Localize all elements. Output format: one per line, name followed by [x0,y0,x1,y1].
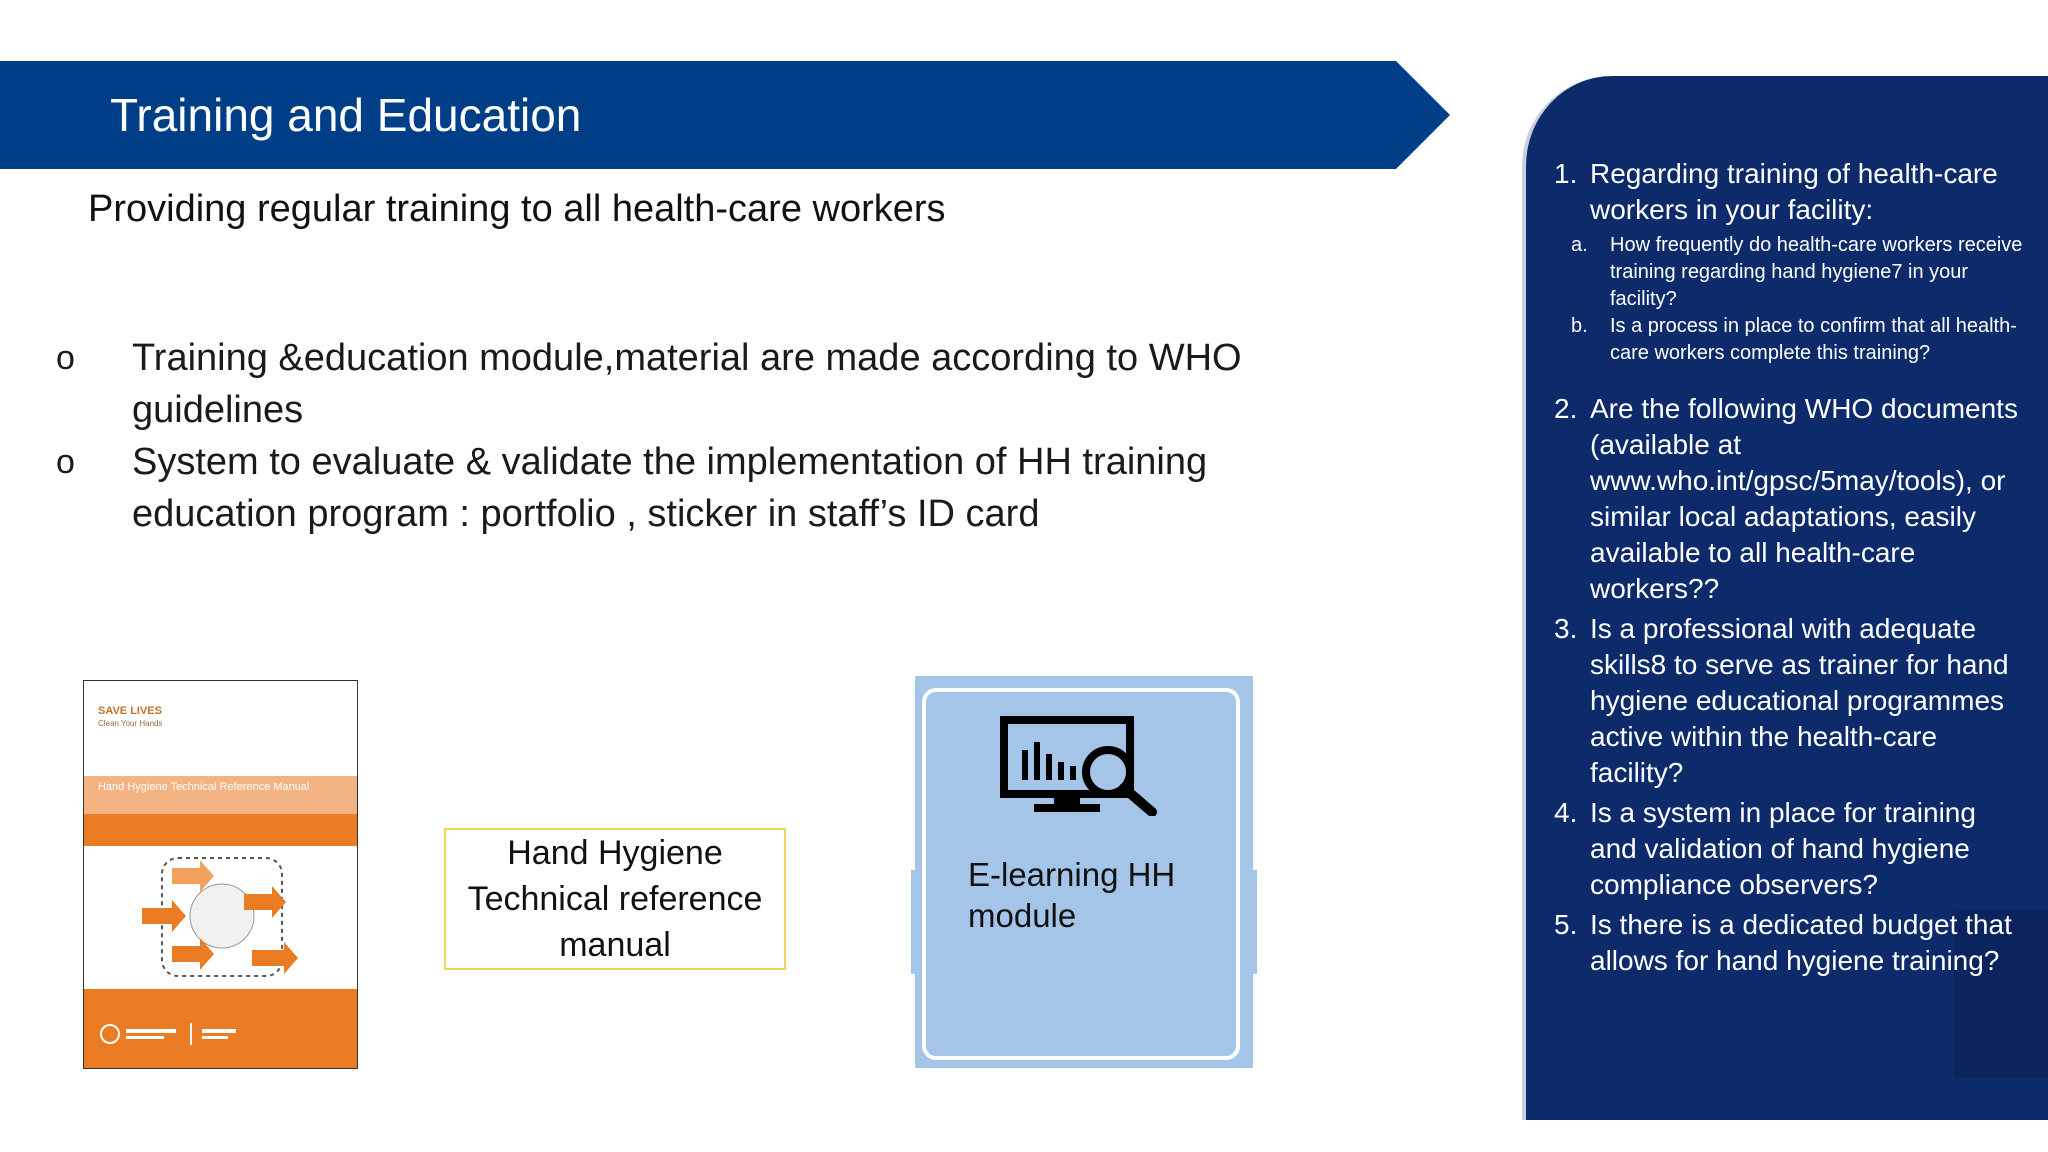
manual-cover-image [83,680,358,1069]
question-item [1554,907,2024,979]
bullet-marker: o [56,339,75,377]
monitor-analytics-icon [1000,716,1160,816]
question-number: 1. [1554,158,1578,189]
question-text: Is there is a dedicated budget that allows for hand hygiene training? [1590,909,2012,976]
question-text: Is a professional with adequate skills8 to serve as trainer for hand hygiene educational programmes active within the health-care facility? [1590,613,2009,788]
bullet-list [56,332,1346,540]
question-number: 3. [1554,613,1578,644]
cover-illustration [84,846,357,989]
question-list [1554,156,2024,983]
slide-subtitle: Providing regular training to all health-care workers [88,188,946,230]
question-text: Regarding training of health-care workers in your facility: [1590,158,1998,225]
who-logo-icon [98,1019,278,1049]
slide-title: Training and Education [110,89,582,141]
cover-logo: SAVE LIVES [98,705,162,717]
sub-question-item [1554,232,2024,313]
sub-question-text: How frequently do health-care workers receive training regarding hand hygiene7 in your facility? [1610,234,2023,310]
cover-title: Hand Hygiene Technical Reference Manual [98,781,310,793]
manual-label-box [444,828,786,970]
bullet-text: System to evaluate & validate the implementation of HH training education program : portfolio , sticker in staff’s ID card [132,441,1208,535]
cover-title-band [84,776,357,814]
elearning-card-edge [911,870,917,974]
question-text: Is a system in place for training and validation of hand hygiene compliance observers? [1590,797,1976,900]
cover-logo-tagline: Clean Your Hands [98,719,163,728]
question-number: 2. [1554,393,1578,424]
question-number: 4. [1554,797,1578,828]
cover-header [84,681,357,776]
manual-label: Hand Hygiene Technical reference manual [467,834,763,964]
title-banner [0,61,1450,169]
question-item [1554,795,2024,903]
sub-question-item [1554,313,2024,367]
hand-hygiene-moments-icon [84,846,357,989]
sub-question-list [1554,232,2024,367]
question-item [1554,391,2024,607]
question-number: 5. [1554,909,1578,940]
bullet-marker: o [56,443,75,481]
sub-question-letter: b. [1571,315,1588,337]
bullet-text: Training &education module,material are made according to WHO guidelines [132,337,1242,431]
elearning-label: E-learning HH module [968,856,1176,934]
sub-question-text: Is a process in place to confirm that all health-care workers complete this training? [1610,315,2017,364]
elearning-card-edge [1251,870,1257,974]
cover-subtitle-band [84,814,357,846]
bullet-item [56,332,1346,436]
question-item [1554,611,2024,791]
question-text: Are the following WHO documents (available at www.who.int/gpsc/5may/tools), or similar local adaptations, easily available to all health-care workers?? [1590,393,2018,604]
cover-footer-band [84,989,357,1068]
bullet-item [56,436,1346,540]
question-item [1554,156,2024,228]
sub-question-letter: a. [1571,234,1588,256]
